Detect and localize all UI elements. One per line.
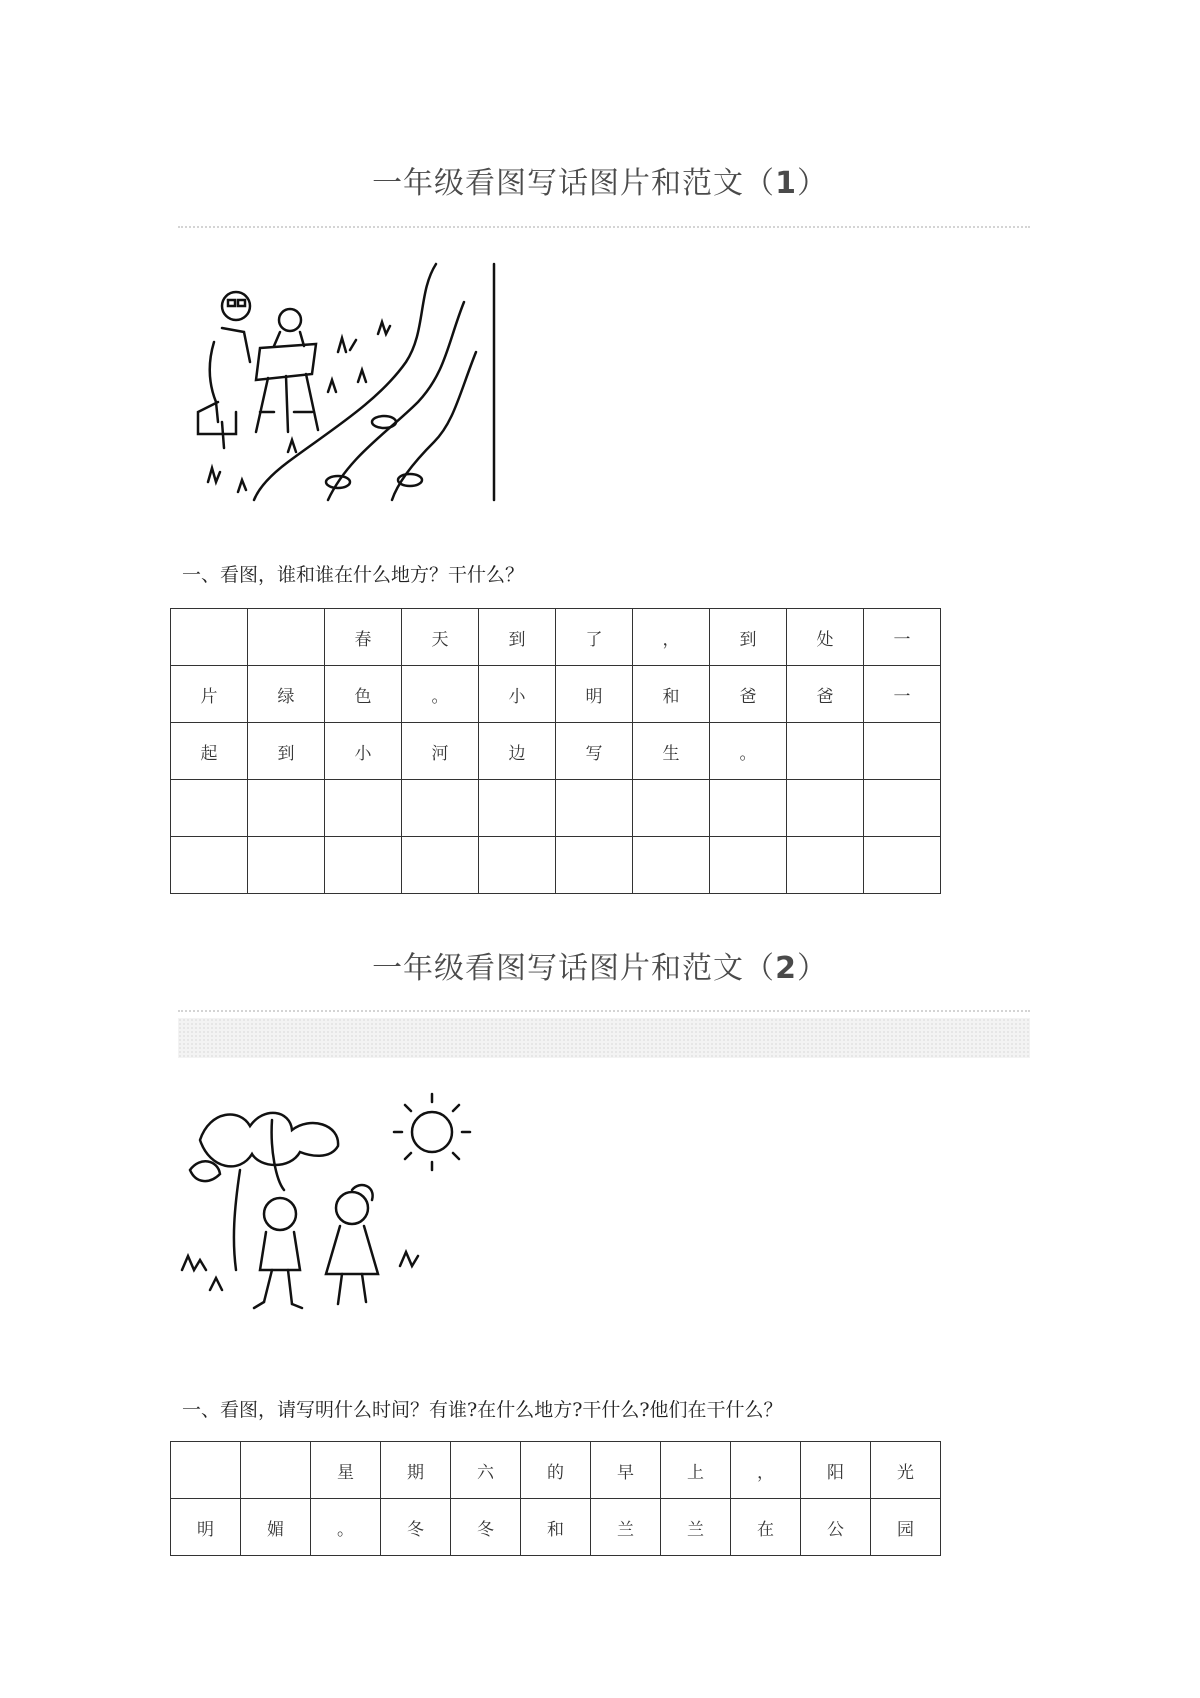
grid-cell	[171, 1442, 241, 1499]
grid-cell: 媚	[241, 1499, 311, 1556]
grid-cell: 阳	[801, 1442, 871, 1499]
grid-cell	[710, 780, 787, 837]
decorative-band	[178, 1018, 1030, 1058]
grid-cell: 色	[325, 666, 402, 723]
grid-cell: 写	[556, 723, 633, 780]
writing-grid-2	[170, 1441, 941, 1556]
grid-cell	[556, 780, 633, 837]
divider	[178, 1010, 1030, 1012]
grid-cell: 到	[710, 609, 787, 666]
grid-cell	[325, 837, 402, 894]
grid-cell	[248, 837, 325, 894]
grid-cell	[171, 780, 248, 837]
grid-cell: 天	[402, 609, 479, 666]
grid-cell	[864, 780, 941, 837]
grid-cell	[171, 837, 248, 894]
grid-cell: 园	[871, 1499, 941, 1556]
grid-cell: 和	[633, 666, 710, 723]
grid-cell	[325, 780, 402, 837]
grid-cell: 上	[661, 1442, 731, 1499]
grid-cell: 六	[451, 1442, 521, 1499]
grid-cell: 星	[311, 1442, 381, 1499]
grid-cell	[864, 723, 941, 780]
grid-cell: 起	[171, 723, 248, 780]
table-row	[171, 1499, 941, 1556]
grid-cell: 明	[171, 1499, 241, 1556]
table-row	[171, 723, 941, 780]
grid-cell: 。	[402, 666, 479, 723]
grid-cell: 公	[801, 1499, 871, 1556]
table-row	[171, 609, 941, 666]
grid-cell: 到	[248, 723, 325, 780]
table-row	[171, 837, 941, 894]
grid-cell	[787, 780, 864, 837]
table-row	[171, 780, 941, 837]
grid-cell: 绿	[248, 666, 325, 723]
grid-cell	[171, 609, 248, 666]
grid-cell: 到	[479, 609, 556, 666]
grid-cell	[248, 609, 325, 666]
grid-cell: 期	[381, 1442, 451, 1499]
grid-cell: 春	[325, 609, 402, 666]
grid-cell	[479, 837, 556, 894]
section1-title: 一年级看图写话图片和范文（1）	[372, 166, 828, 201]
grid-cell: 小	[479, 666, 556, 723]
grid-cell: 。	[710, 723, 787, 780]
grid-cell	[241, 1442, 311, 1499]
writing-grid-1	[170, 608, 941, 894]
grid-cell	[787, 837, 864, 894]
grid-cell	[633, 780, 710, 837]
grid-cell	[402, 780, 479, 837]
section2-title: 一年级看图写话图片和范文（2）	[372, 951, 828, 986]
grid-cell: 处	[787, 609, 864, 666]
park-children-illustration	[180, 1090, 480, 1330]
grid-cell: 一	[864, 609, 941, 666]
grid-cell	[479, 780, 556, 837]
river-sketch-illustration	[178, 262, 508, 504]
grid-cell: 明	[556, 666, 633, 723]
grid-cell: 冬	[381, 1499, 451, 1556]
grid-cell: 河	[402, 723, 479, 780]
grid-cell	[787, 723, 864, 780]
grid-cell	[864, 837, 941, 894]
grid-cell: 的	[521, 1442, 591, 1499]
table-row	[171, 1442, 941, 1499]
divider	[178, 226, 1030, 228]
grid-cell	[402, 837, 479, 894]
grid-cell: 和	[521, 1499, 591, 1556]
grid-cell: 边	[479, 723, 556, 780]
grid-cell: 了	[556, 609, 633, 666]
grid-cell: ，	[633, 609, 710, 666]
grid-cell	[633, 837, 710, 894]
grid-cell	[248, 780, 325, 837]
grid-cell: 一	[864, 666, 941, 723]
grid-cell	[710, 837, 787, 894]
grid-cell: 光	[871, 1442, 941, 1499]
grid-cell: 爸	[787, 666, 864, 723]
grid-cell: 片	[171, 666, 248, 723]
grid-cell: 兰	[661, 1499, 731, 1556]
grid-cell: 小	[325, 723, 402, 780]
question-1: 一、看图，谁和谁在什么地方？干什么？	[182, 564, 525, 586]
table-row	[171, 666, 941, 723]
grid-cell: 早	[591, 1442, 661, 1499]
grid-cell: 。	[311, 1499, 381, 1556]
question-2: 一、看图，请写明什么时间？有谁?在什么地方?干什么?他们在干什么？	[182, 1399, 783, 1421]
grid-cell: 生	[633, 723, 710, 780]
grid-cell: 爸	[710, 666, 787, 723]
grid-cell: 在	[731, 1499, 801, 1556]
grid-cell: 冬	[451, 1499, 521, 1556]
grid-cell: 兰	[591, 1499, 661, 1556]
grid-cell	[556, 837, 633, 894]
grid-cell: ，	[731, 1442, 801, 1499]
